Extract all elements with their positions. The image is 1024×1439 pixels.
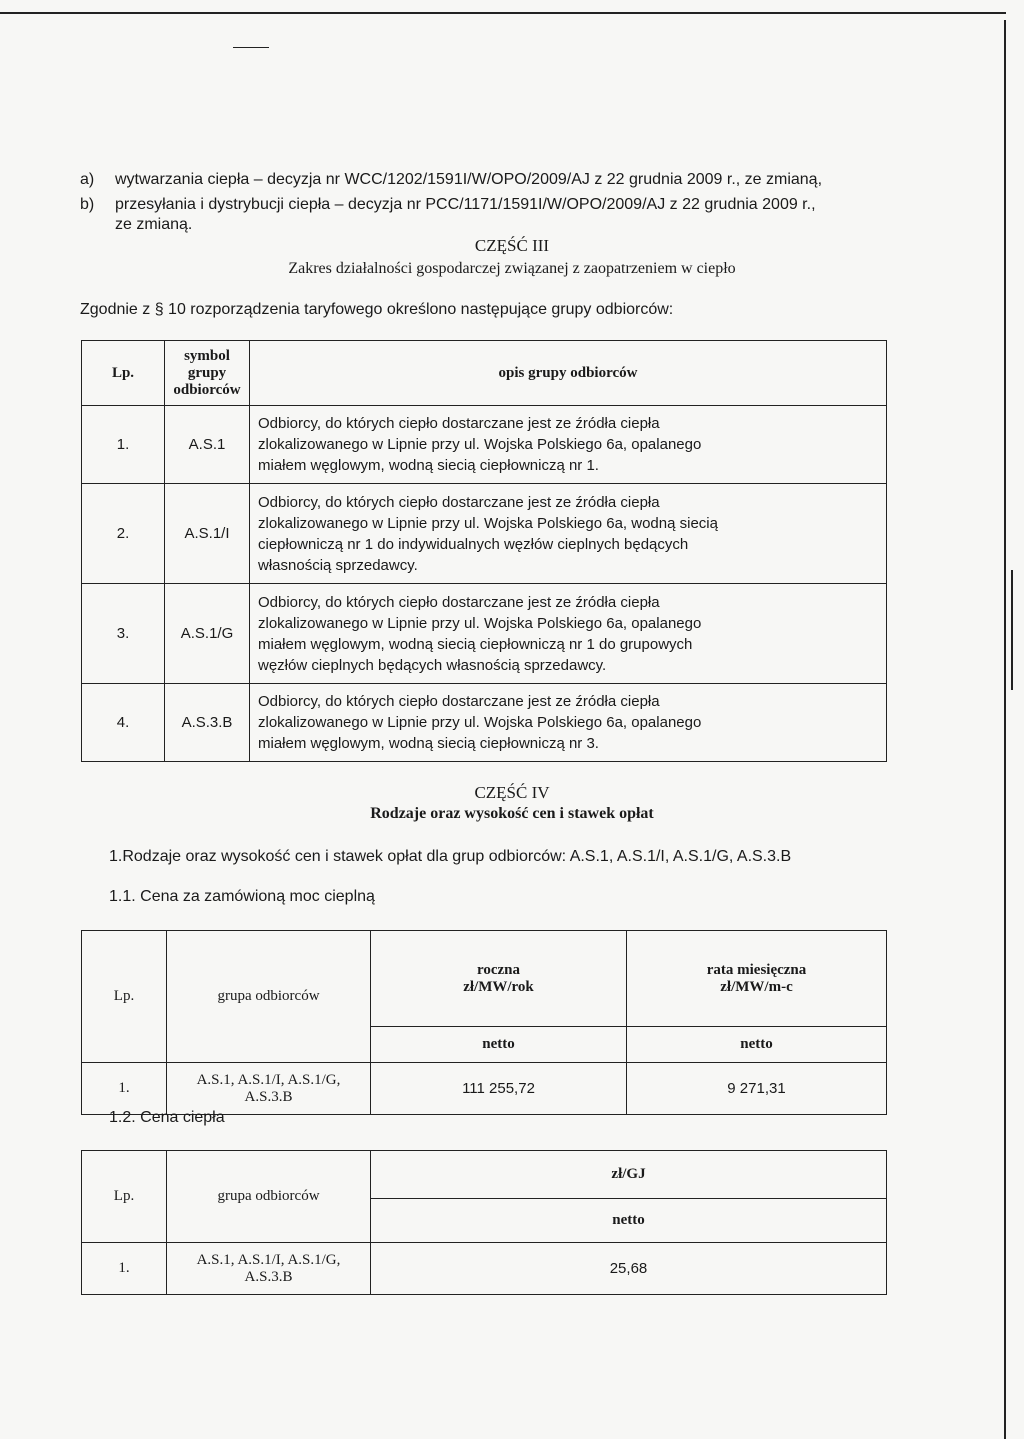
row-symbol: A.S.1/I	[165, 484, 250, 584]
scan-artifact-right-line	[1004, 20, 1006, 1439]
header-netto-annual: netto	[371, 1027, 627, 1063]
row-group-line: A.S.3.B	[244, 1268, 293, 1285]
header-lp: Lp.	[82, 341, 165, 406]
row-value: 25,68	[371, 1243, 887, 1295]
header-desc: opis grupy odbiorców	[250, 341, 887, 406]
monthly-label: rata miesięczna	[706, 961, 807, 978]
row-lp: 2.	[82, 484, 165, 584]
scan-artifact-top-line	[0, 12, 1006, 14]
heat-price-table	[81, 1150, 887, 1295]
row-lp: 1.	[82, 1063, 167, 1115]
header-lp: Lp.	[82, 1151, 167, 1243]
annual-unit: zł/MW/rok	[463, 978, 534, 995]
part3-subheading: Zakres działalności gospodarczej związanej z zaopatrzeniem w ciepło	[288, 260, 736, 277]
list-item-b	[80, 195, 816, 215]
header-lp: Lp.	[82, 931, 167, 1063]
desc-line: Odbiorcy, do których ciepło dostarczane jest ze źródła ciepła	[258, 593, 660, 611]
row-symbol: A.S.1/G	[165, 584, 250, 684]
table-row	[82, 406, 887, 484]
desc-line: Odbiorcy, do których ciepło dostarczane jest ze źródła ciepła	[258, 415, 660, 432]
part4-subheading: Rodzaje oraz wysokość cen i stawek opłat	[370, 805, 654, 822]
list-marker: a)	[80, 171, 95, 188]
desc-line: zlokalizowanego w Lipnie przy ul. Wojska Polskiego 6a, wodną siecią	[258, 514, 718, 532]
row-group-line: A.S.1, A.S.1/I, A.S.1/G,	[196, 1251, 341, 1268]
list-item-a	[80, 170, 822, 190]
row-description	[250, 684, 887, 762]
row-lp: 4.	[82, 684, 165, 762]
desc-line: Odbiorcy, do których ciepło dostarczane jest ze źródła ciepła	[258, 693, 660, 710]
list-marker: b)	[80, 196, 95, 213]
scan-artifact-short-line	[233, 47, 269, 48]
row-group-line: A.S.1, A.S.1/I, A.S.1/G,	[196, 1071, 341, 1088]
desc-line: miałem węglowym, wodną siecią ciepłowniczą nr 1 do grupowych	[258, 635, 693, 653]
row-description	[250, 484, 887, 584]
annual-label: roczna	[476, 961, 521, 978]
row-lp: 3.	[82, 584, 165, 684]
list-text: przesyłania i dystrybucji ciepła – decyzja nr PCC/1171/1591I/W/OPO/2009/AJ z 22 grudnia 2009 r.,	[115, 196, 816, 213]
list-item-b-cont	[80, 215, 192, 235]
row-group	[167, 1243, 371, 1295]
list-text: ze zmianą.	[115, 216, 193, 233]
header-group: grupa odbiorców	[167, 931, 371, 1063]
desc-line: ciepłowniczą nr 1 do indywidualnych węzłów cieplnych będących	[258, 535, 689, 553]
row-group	[167, 1063, 371, 1115]
table-row	[82, 584, 887, 684]
desc-line: Odbiorcy, do których ciepło dostarczane jest ze źródła ciepła	[258, 493, 660, 511]
table-header-row	[82, 931, 887, 1027]
desc-line: zlokalizowanego w Lipnie przy ul. Wojska Polskiego 6a, opalanego	[258, 614, 702, 632]
table-row	[82, 484, 887, 584]
desc-line: zlokalizowanego w Lipnie przy ul. Wojska Polskiego 6a, opalanego	[258, 714, 702, 731]
table-header-row	[82, 1151, 887, 1199]
part3-heading: CZĘŚĆ III	[474, 236, 550, 255]
capacity-price-table	[81, 930, 887, 1115]
table-row	[82, 1243, 887, 1295]
part4-line1: 1.Rodzaje oraz wysokość cen i stawek opłat dla grup odbiorców: A.S.1, A.S.1/I, A.S.1/G, A.S.3.B	[109, 848, 792, 865]
row-description	[250, 584, 887, 684]
header-netto: netto	[371, 1199, 887, 1243]
header-annual	[371, 931, 627, 1027]
row-group-line: A.S.3.B	[244, 1088, 293, 1105]
row-lp: 1.	[82, 1243, 167, 1295]
section-1-2-title: 1.2. Cena ciepła	[109, 1109, 225, 1126]
groups-table	[81, 340, 887, 762]
monthly-unit: zł/MW/m-c	[720, 978, 793, 995]
desc-line: zlokalizowanego w Lipnie przy ul. Wojska Polskiego 6a, opalanego	[258, 436, 702, 453]
row-symbol: A.S.1	[165, 406, 250, 484]
desc-line: węzłów cieplnych będących własnością sprzedawcy.	[258, 656, 607, 674]
row-symbol: A.S.3.B	[165, 684, 250, 762]
header-group: grupa odbiorców	[167, 1151, 371, 1243]
desc-line: miałem węglowym, wodną siecią ciepłowniczą nr 1.	[258, 457, 599, 474]
table-row	[82, 684, 887, 762]
list-text: wytwarzania ciepła – decyzja nr WCC/1202/1591I/W/OPO/2009/AJ z 22 grudnia 2009 r., ze zmianą,	[115, 171, 823, 188]
header-netto-monthly: netto	[627, 1027, 887, 1063]
part4-heading: CZĘŚĆ IV	[474, 783, 550, 802]
header-symbol: symbol grupy odbiorców	[165, 341, 250, 406]
table-row	[82, 1063, 887, 1115]
desc-line: własnością sprzedawcy.	[258, 556, 418, 574]
row-description	[250, 406, 887, 484]
part3-intro: Zgodnie z § 10 rozporządzenia taryfowego określono następujące grupy odbiorców:	[80, 301, 674, 318]
row-lp: 1.	[82, 406, 165, 484]
row-annual-value: 111 255,72	[371, 1063, 627, 1115]
section-1-1-title: 1.1. Cena za zamówioną moc cieplną	[109, 888, 375, 905]
scan-artifact-right-line-2	[1011, 570, 1013, 690]
desc-line: miałem węglowym, wodną siecią ciepłowniczą nr 3.	[258, 735, 599, 752]
header-monthly	[627, 931, 887, 1027]
table-header-row	[82, 341, 887, 406]
header-unit: zł/GJ	[371, 1151, 887, 1199]
row-monthly-value: 9 271,31	[627, 1063, 887, 1115]
